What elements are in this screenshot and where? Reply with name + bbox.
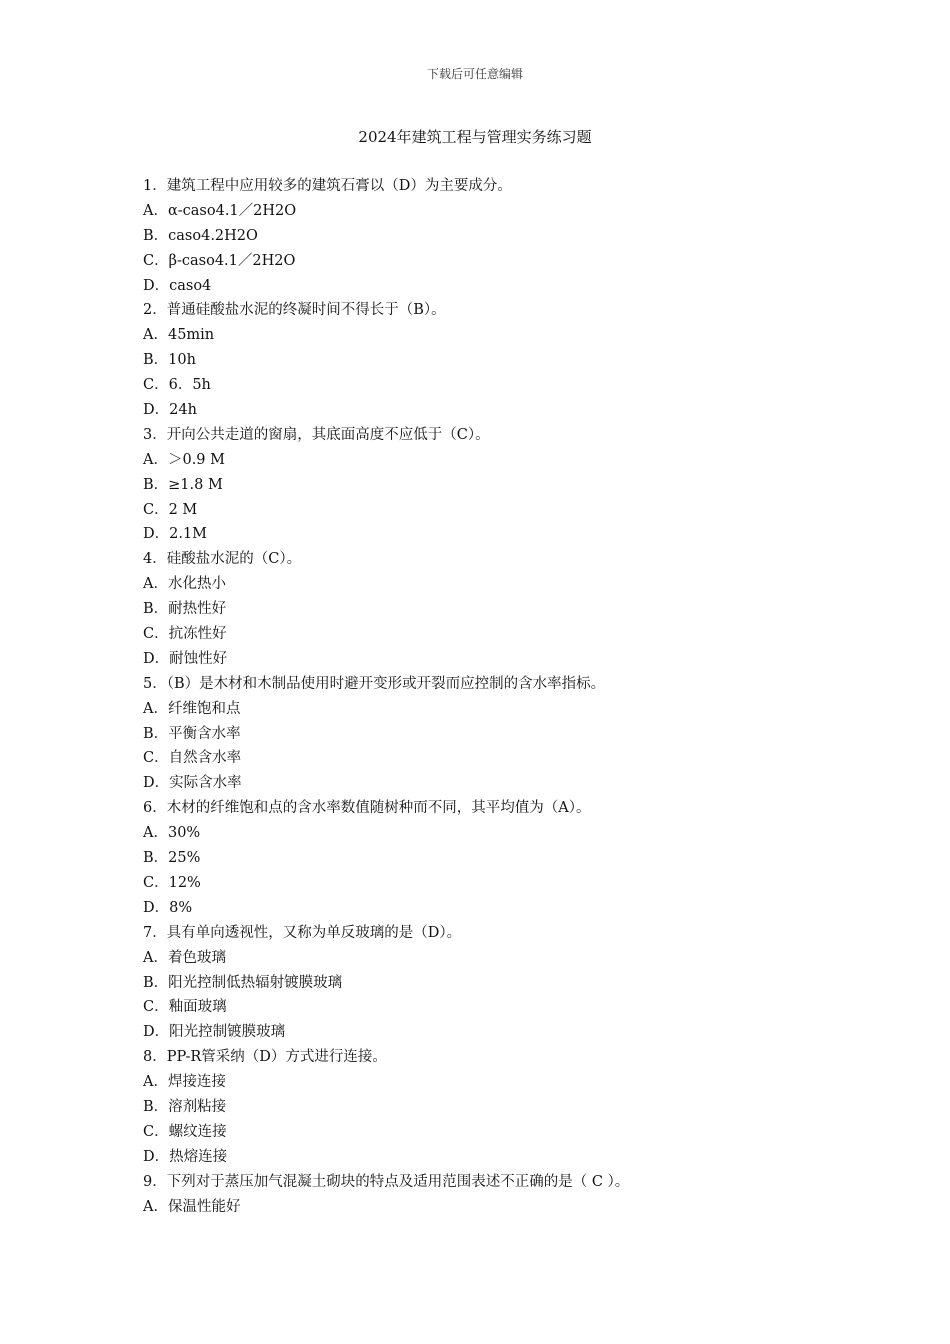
question-stem: 5．（B）是木材和木制品使用时避开变形或开裂而应控制的含水率指标。 bbox=[143, 675, 606, 692]
question-option: D．24h bbox=[143, 402, 197, 419]
question-option: B．平衡含水率 bbox=[143, 725, 241, 742]
question-option: A．α-caso4.1／2H2O bbox=[143, 202, 297, 219]
question-stem: 1．建筑工程中应用较多的建筑石膏以（D）为主要成分。 bbox=[143, 178, 512, 194]
question-stem: 6．木材的纤维饱和点的含水率数值随树种而不同，其平均值为（A）。 bbox=[143, 800, 591, 817]
question-option: A．纤维饱和点 bbox=[143, 700, 241, 717]
question-option: C．β-caso4.1／2H2O bbox=[143, 252, 296, 269]
header-watermark: 下载后可任意编辑 bbox=[426, 67, 523, 81]
question-option: C．自然含水率 bbox=[143, 750, 242, 767]
question-option: C．釉面玻璃 bbox=[143, 999, 227, 1016]
question-list bbox=[143, 174, 843, 1219]
question-option: A．焊接连接 bbox=[143, 1074, 226, 1091]
question-option: C．2 M bbox=[143, 501, 198, 518]
question-option: A．45min bbox=[143, 327, 215, 344]
question-option: B．25% bbox=[143, 850, 201, 867]
question-stem: 3．开向公共走道的窗扇，其底面高度不应低于（C）。 bbox=[143, 426, 490, 443]
question-option: C．6．5h bbox=[143, 377, 211, 394]
question-option: D．caso4 bbox=[143, 277, 212, 294]
question-option: A．着色玻璃 bbox=[143, 949, 226, 966]
question-option: B．≥1.8 M bbox=[143, 476, 223, 493]
question-option: C．抗冻性好 bbox=[143, 626, 227, 643]
question-option: B．10h bbox=[143, 352, 196, 369]
question-stem: 7．具有单向透视性，又称为单反玻璃的是（D）。 bbox=[143, 924, 462, 941]
document-title: 2024年建筑工程与管理实务练习题 bbox=[358, 128, 592, 146]
question-stem: 8．PP-R管采纳（D）方式进行连接。 bbox=[143, 1049, 387, 1066]
question-stem: 4．硅酸盐水泥的（C）。 bbox=[143, 551, 302, 568]
question-option: C．螺纹连接 bbox=[143, 1123, 227, 1140]
question-option: A．水化热小 bbox=[143, 576, 226, 593]
question-option: C．12% bbox=[143, 874, 201, 891]
question-option: B．溶剂粘接 bbox=[143, 1098, 227, 1115]
question-option: A．30% bbox=[143, 825, 201, 842]
question-option: D．8% bbox=[143, 899, 193, 916]
question-stem: 9．下列对于蒸压加气混凝土砌块的特点及适用范围表述不正确的是（ C ）。 bbox=[143, 1173, 630, 1190]
question-option: D．阳光控制镀膜玻璃 bbox=[143, 1024, 286, 1041]
question-option: D．耐蚀性好 bbox=[143, 650, 228, 667]
question-option: D．实际含水率 bbox=[143, 775, 242, 792]
question-option: D．2.1M bbox=[143, 526, 208, 543]
question-option: D．热熔连接 bbox=[143, 1148, 228, 1165]
question-option: A．＞0.9 M bbox=[143, 451, 225, 468]
question-option: B．阳光控制低热辐射镀膜玻璃 bbox=[143, 974, 343, 991]
question-stem: 2．普通硅酸盐水泥的终凝时间不得长于（B）。 bbox=[143, 302, 446, 319]
question-option: B．耐热性好 bbox=[143, 601, 227, 618]
question-option: B．caso4.2H2O bbox=[143, 227, 258, 244]
question-option: A．保温性能好 bbox=[143, 1198, 241, 1215]
